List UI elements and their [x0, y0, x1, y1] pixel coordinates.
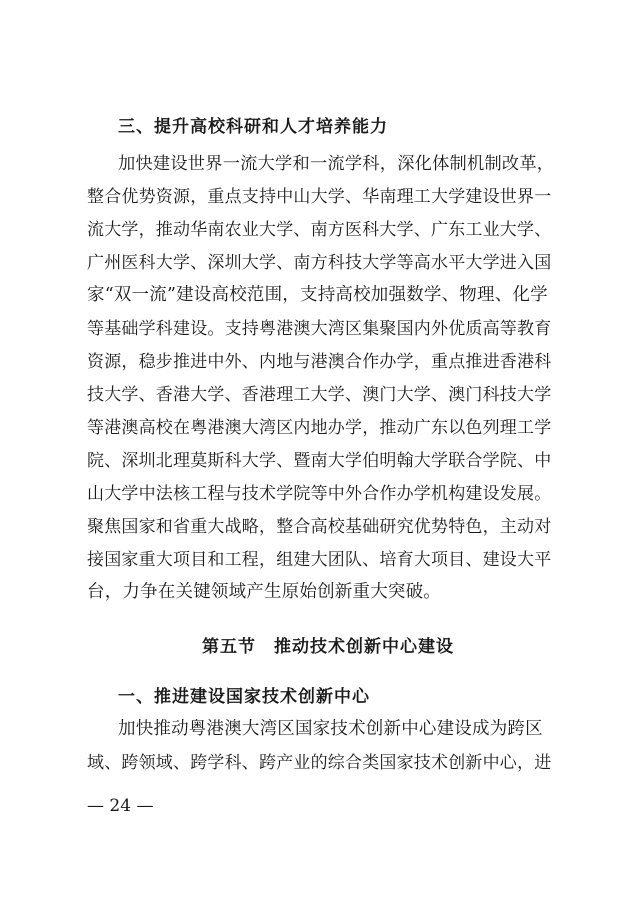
subsection-heading: 一、推进建设国家技术创新中心	[118, 687, 370, 707]
section-title: 第五节 推动技术创新中心建设	[202, 637, 454, 657]
paragraph-line: 等基础学科建设。支持粤港澳大湾区集聚国内外优质高等教育	[87, 319, 552, 339]
paragraph-line: 家“双一流”建设高校范围，支持高校加强数学、物理、化学	[87, 285, 548, 305]
paragraph-line: 接国家重大项目和工程，组建大团队、培育大项目、建设大平	[87, 550, 552, 570]
paragraph-line: 台，力争在关键领域产生原始创新重大突破。	[87, 582, 441, 602]
paragraph-line: 域、跨领域、跨学科、跨产业的综合类国家技术创新中心，进	[87, 753, 552, 773]
paragraph-line: 聚焦国家和省重大战略，整合高校基础研究优势特色，主动对	[87, 517, 552, 537]
section-heading: 三、提升高校科研和人才培养能力	[118, 117, 388, 137]
paragraph-line: 技大学、香港大学、香港理工大学、澳门大学、澳门科技大学	[87, 385, 552, 405]
paragraph-line: 院、深圳北理莫斯科大学、暨南大学伯明翰大学联合学院、中	[87, 451, 552, 471]
paragraph-line: 整合优势资源，重点支持中山大学、华南理工大学建设世界一	[87, 187, 552, 207]
page-number: — 24 —	[87, 796, 154, 816]
paragraph-line: 加快建设世界一流大学和一流学科，深化体制机制改革，	[118, 154, 555, 174]
paragraph-line: 等港澳高校在粤港澳大湾区内地办学，推动广东以色列理工学	[87, 418, 552, 438]
paragraph-line: 山大学中法核工程与技术学院等中外合作办学机构建设发展。	[87, 484, 552, 504]
paragraph-line: 广州医科大学、深圳大学、南方科技大学等高水平大学进入国	[87, 253, 552, 273]
paragraph-line: 加快推动粤港澳大湾区国家技术创新中心建设成为跨区	[118, 719, 543, 739]
paragraph-line: 流大学，推动华南农业大学、南方医科大学、广东工业大学、	[87, 220, 552, 240]
paragraph-line: 资源，稳步推进中外、内地与港澳合作办学，重点推进香港科	[87, 352, 552, 372]
